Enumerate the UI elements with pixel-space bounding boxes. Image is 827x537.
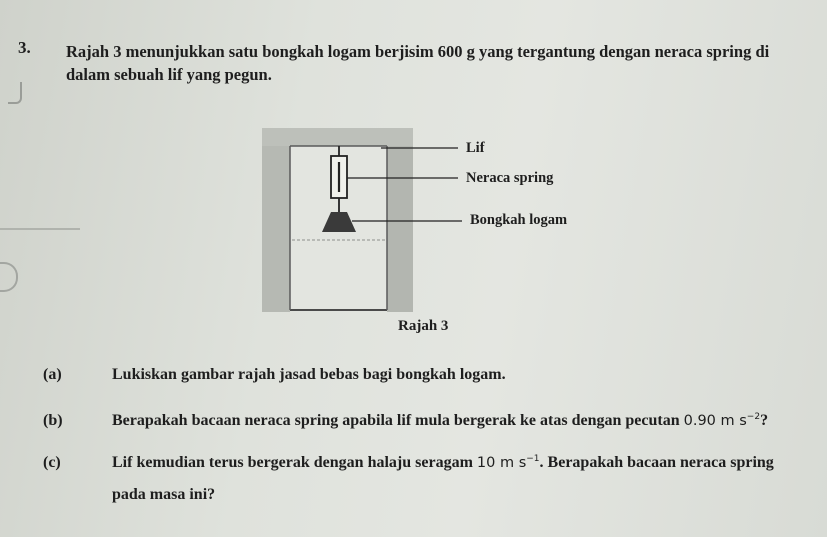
question-intro-line-2: dalam sebuah lif yang pegun. — [66, 65, 272, 84]
part-c-exponent: −1 — [526, 454, 540, 465]
part-c-label: (c) — [43, 454, 61, 471]
part-b-text — [112, 412, 768, 430]
figure-caption: Rajah 3 — [398, 318, 449, 334]
part-b-text-before: Berapakah bacaan neraca spring apabila lif mula bergerak ke atas dengan pecutan — [112, 412, 684, 429]
label-spring-balance: Neraca spring — [466, 170, 554, 186]
part-c-text-line-1 — [112, 454, 774, 472]
lift-right-wall — [387, 128, 413, 312]
part-a-text: Lukiskan gambar rajah jasad bebas bagi bongkah logam. — [112, 366, 506, 383]
part-b-text-after: ? — [760, 412, 769, 429]
part-b-label: (b) — [43, 412, 63, 429]
label-metal-block: Bongkah logam — [470, 212, 568, 228]
part-c-text-before: Lif kemudian terus bergerak dengan halaju seragam — [112, 454, 477, 471]
lift-left-wall — [262, 128, 290, 312]
part-b-exponent: −2 — [746, 412, 761, 423]
part-c-text-after: . Berapakah bacaan neraca spring — [539, 454, 774, 471]
label-lift: Lif — [466, 140, 485, 156]
question-number: 3. — [18, 38, 31, 57]
part-a-label: (a) — [43, 366, 62, 383]
part-c-text-line-2: pada masa ini? — [112, 486, 216, 503]
lift-ceiling — [262, 128, 413, 146]
part-b-acceleration: 0.90 m $s^{-2}$ — [683, 412, 761, 429]
question-intro-line-1: Rajah 3 menunjukkan satu bongkah logam berjisim 600 g yang tergantung dengan neraca spring di — [66, 42, 770, 61]
part-c-velocity: 10 m $s^{-1}$ — [476, 454, 540, 471]
